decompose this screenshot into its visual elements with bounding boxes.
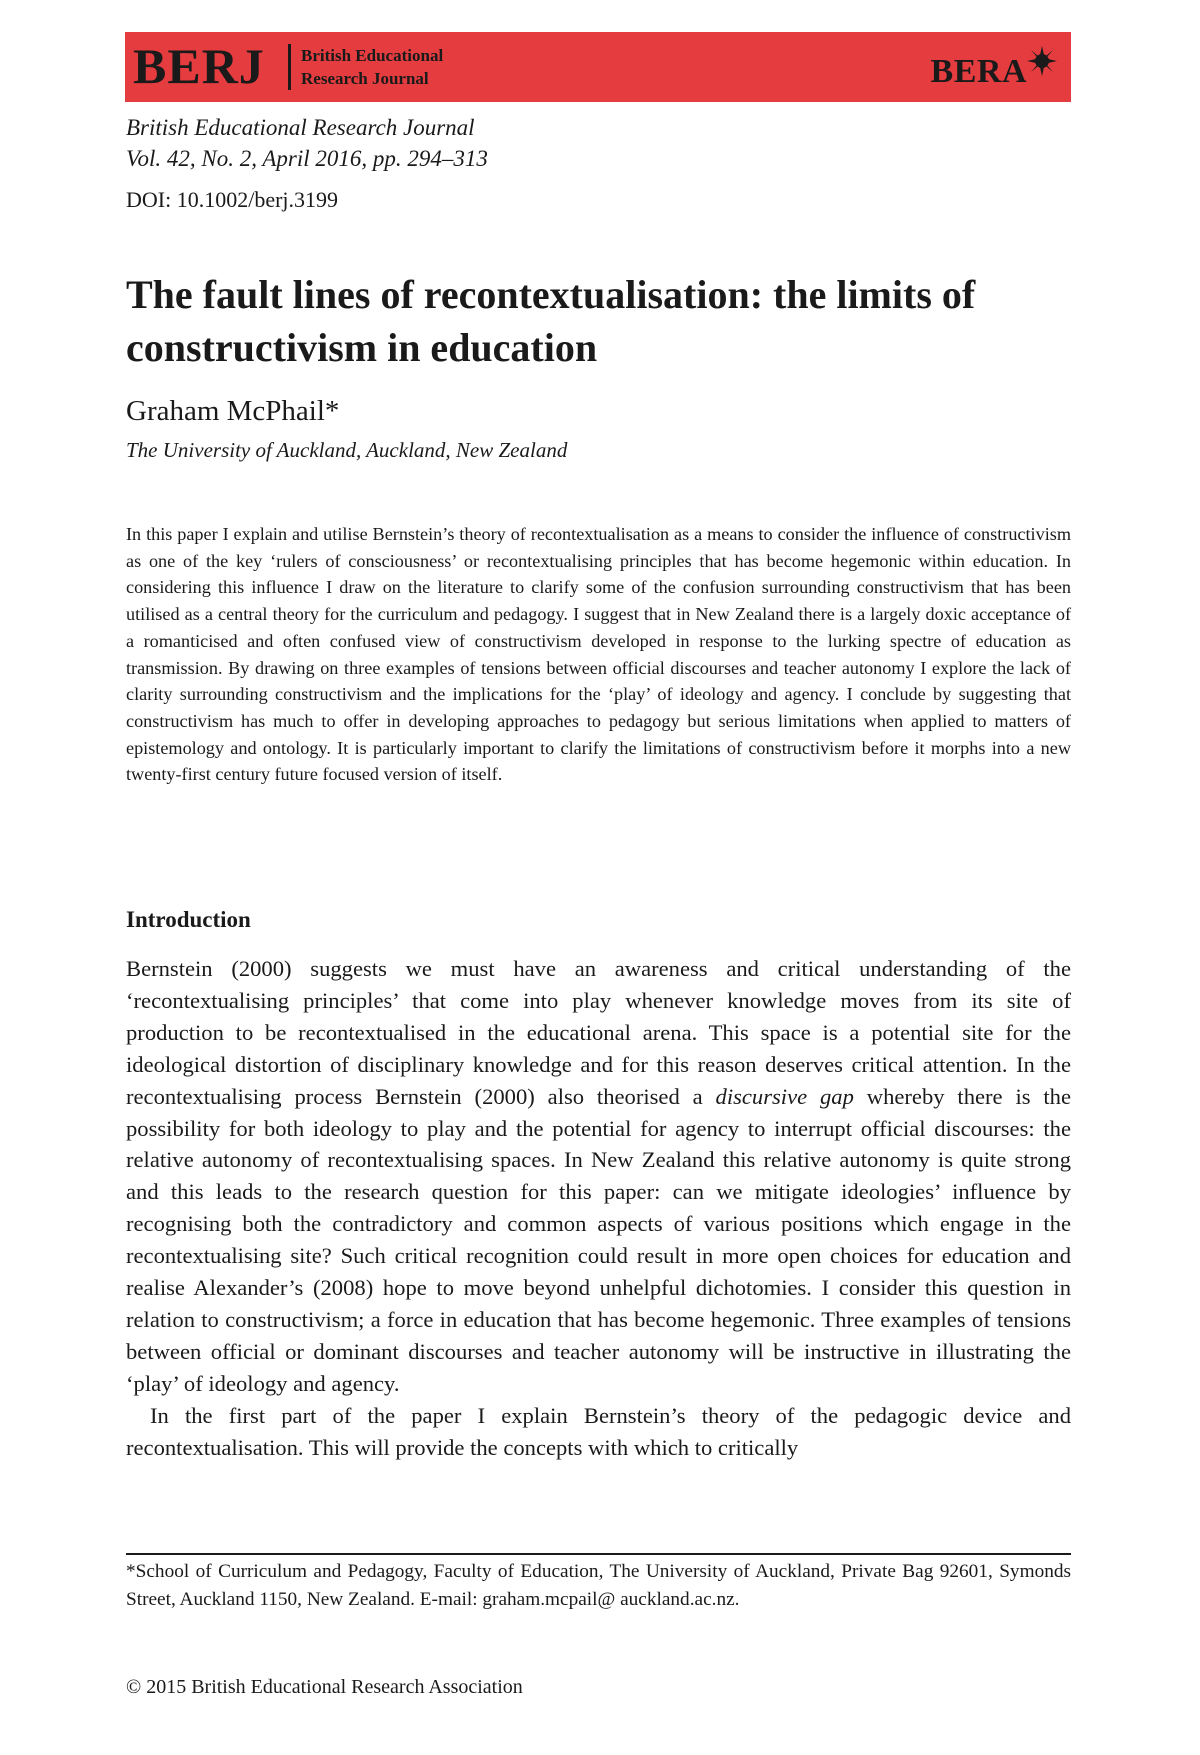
logo-divider xyxy=(288,44,291,90)
journal-name-line1: British Educational xyxy=(301,46,444,65)
body-paragraph: In the first part of the paper I explain Bernstein’s theory of the pedagogic device and recontextualisation. This will provide the concepts with which to critically xyxy=(126,1402,1071,1460)
copyright-notice: © 2015 British Educational Research Association xyxy=(126,1676,523,1698)
section-heading-introduction: Introduction xyxy=(126,907,251,932)
journal-name-logo xyxy=(301,44,443,90)
citation-block xyxy=(126,112,488,174)
paragraph-text: Bernstein (2000) suggests we must have an awareness and critical understanding of the ‘recontextualising principles’ that come into play whenever knowledge moves from its site of production to be recontextualised in the educational arena. This space is a potential site for the ideological distortion of disciplinary knowledge and for this reason deserves critical attention. In the recontextualising process Bernstein (2000) also theorised a xyxy=(126,956,1071,1109)
introduction-body xyxy=(126,953,1071,1464)
journal-banner xyxy=(125,32,1071,102)
article-title: The fault lines of recontextualisation: the limits of constructivism in education xyxy=(126,272,976,370)
author-affiliation: The University of Auckland, Auckland, New Zealand xyxy=(126,438,568,462)
journal-issue: Vol. 42, No. 2, April 2016, pp. 294–313 xyxy=(126,146,488,171)
author-name: Graham McPhail* xyxy=(126,395,340,427)
journal-name-line2: Research Journal xyxy=(301,69,429,88)
author-footnote: *School of Curriculum and Pedagogy, Faculty of Education, The University of Auckland, Private Bag 92601, Symonds Street, Auckland 1150, New Zealand. E-mail: graham.mcpail@ auckland.ac.nz. xyxy=(126,1561,1071,1610)
berj-logo: BERJ xyxy=(133,38,265,94)
emphasized-term: discursive gap xyxy=(715,1083,854,1109)
abstract: In this paper I explain and utilise Bernstein’s theory of recontextualisation as a means to consider the influence of constructivism as one of the key ‘rulers of consciousness’ or recontextualising principles that has become hegemonic within education. In considering this influence I draw on the literature to clarify some of the confusion surrounding constructivism that has been utilised as a central theory for the curriculum and pedagogy. I suggest that in New Zealand there is a largely doxic acceptance of a romanticised and often confused view of constructivism developed in response to the lurking spectre of education as transmission. By drawing on three examples of tensions between official discourses and teacher autonomy I explore the lack of clarity surrounding constructivism and the implications for the ‘play’ of ideology and agency. I conclude by suggesting that constructivism has much to offer in developing approaches to pedagogy but serious limitations when applied to matters of epistemology and ontology. It is particularly important to clarify the limitations of constructivism before it morphs into a new twenty-first century future focused version of itself. xyxy=(126,524,1071,785)
bera-star-icon xyxy=(1027,46,1057,76)
bera-logo: BERA xyxy=(930,53,1027,90)
journal-title: British Educational Research Journal xyxy=(126,115,475,140)
footnote-divider xyxy=(126,1553,1071,1555)
doi-link[interactable]: DOI: 10.1002/berj.3199 xyxy=(126,187,339,212)
paragraph-text: whereby there is the possibility for both ideology to play and the potential for agency to interrupt official discourses: the relative autonomy of recontextualising spaces. In New Zealand this relative autonomy is quite strong and this leads to the research question for this paper: can we mitigate ideologies’ influence by recognising both the contradictory and common aspects of various positions which engage in the recontextualising site? Such critical recognition could result in more open choices for education and realise Alexander’s (2008) hope to move beyond unhelpful dichotomies. I consider this question in relation to constructivism; a force in education that has become hegemonic. Three examples of tensions between official or dominant discourses and teacher autonomy will be instructive in illustrating the ‘play’ of ideology and agency. xyxy=(126,1083,1071,1396)
body-paragraph xyxy=(126,953,1071,1400)
